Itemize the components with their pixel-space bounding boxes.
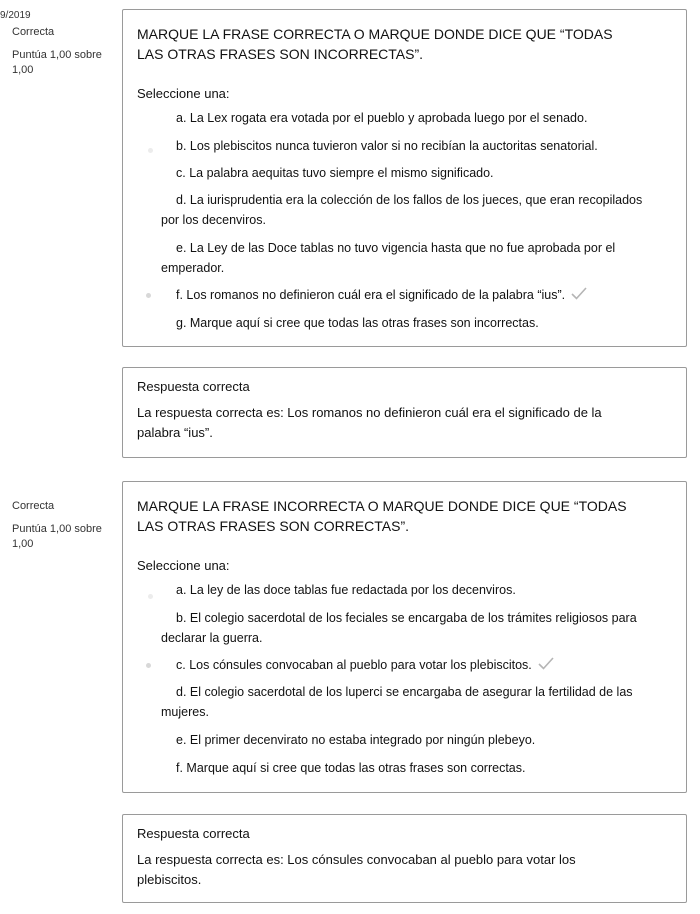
answer-option-d[interactable]: d. La iurisprudentia era la colección de los fallos de los jueces, que eran recopilados por los decenviros. bbox=[161, 193, 643, 227]
answer-option-e[interactable]: e. La Ley de las Doce tablas no tuvo vigencia hasta que no fue aprobada por el emperador. bbox=[161, 241, 616, 275]
select-prompt: Seleccione una: bbox=[137, 558, 230, 573]
question-score bbox=[12, 48, 102, 78]
score-line: 1,00 bbox=[12, 538, 34, 550]
answer-option-d[interactable]: d. El colegio sacerdotal de los luperci se encargaba de asegurar la fertilidad de las mujeres. bbox=[161, 685, 633, 719]
answer-option-e[interactable]: e. El primer decenvirato no estaba integrado por ningún plebeyo. bbox=[176, 733, 536, 747]
selected-radio-button[interactable] bbox=[146, 293, 151, 298]
question-1-info bbox=[12, 25, 102, 78]
question-2-card bbox=[122, 481, 687, 793]
select-prompt: Seleccione una: bbox=[137, 86, 230, 101]
question-score bbox=[12, 522, 102, 552]
answer-option-c-label: c. Los cónsules convocaban al pueblo para votar los plebiscitos. bbox=[176, 658, 532, 672]
question-state: Correcta bbox=[12, 26, 55, 38]
answer-option-b[interactable]: b. El colegio sacerdotal de los feciales se encargaba de los trámites religiosos para declarar la guerra. bbox=[161, 611, 637, 645]
feedback-text: La respuesta correcta es: Los cónsules convocaban al pueblo para votar los plebiscitos. bbox=[137, 852, 576, 887]
feedback-title: Respuesta correcta bbox=[137, 379, 250, 394]
answer-option-c[interactable] bbox=[176, 655, 646, 676]
feedback-title: Respuesta correcta bbox=[137, 826, 250, 841]
question-text: MARQUE LA FRASE INCORRECTA O MARQUE DONDE DICE QUE “TODAS LAS OTRAS FRASES SON CORRECTAS”. bbox=[137, 498, 627, 534]
answer-option-f[interactable]: f. Marque aquí si cree que todas las otras frases son correctas. bbox=[176, 761, 526, 775]
feedback-text: La respuesta correcta es: Los romanos no definieron cuál era el significado de la palabra “ius”. bbox=[137, 405, 602, 440]
question-2-feedback bbox=[122, 814, 687, 903]
question-2-info bbox=[12, 499, 102, 552]
question-1-card bbox=[122, 9, 687, 347]
correct-check-icon bbox=[571, 286, 587, 306]
answer-option-b[interactable]: b. Los plebiscitos nunca tuvieron valor si no recibían la auctoritas senatorial. bbox=[176, 139, 598, 153]
radio-button[interactable] bbox=[148, 594, 153, 599]
score-line: 1,00 bbox=[12, 64, 34, 76]
score-line: Puntúa 1,00 sobre bbox=[12, 523, 102, 535]
answer-option-c[interactable]: c. La palabra aequitas tuvo siempre el mismo significado. bbox=[176, 166, 494, 180]
question-text: MARQUE LA FRASE CORRECTA O MARQUE DONDE DICE QUE “TODAS LAS OTRAS FRASES SON INCORRECTAS”. bbox=[137, 26, 613, 62]
score-line: Puntúa 1,00 sobre bbox=[12, 49, 102, 61]
correct-check-icon bbox=[538, 656, 554, 676]
answer-option-g[interactable]: g. Marque aquí si cree que todas las otras frases son incorrectas. bbox=[176, 316, 539, 330]
answer-option-f-label: f. Los romanos no definieron cuál era el significado de la palabra “ius”. bbox=[176, 288, 566, 302]
answer-option-a[interactable]: a. La Lex rogata era votada por el pueblo y aprobada luego por el senado. bbox=[176, 111, 588, 125]
header-date: 9/2019 bbox=[0, 10, 31, 21]
selected-radio-button[interactable] bbox=[146, 663, 151, 668]
question-state: Correcta bbox=[12, 500, 55, 512]
question-1-feedback bbox=[122, 367, 687, 458]
radio-button[interactable] bbox=[148, 148, 153, 153]
answer-option-a[interactable]: a. La ley de las doce tablas fue redactada por los decenviros. bbox=[176, 583, 516, 597]
answer-option-f[interactable] bbox=[176, 285, 646, 306]
